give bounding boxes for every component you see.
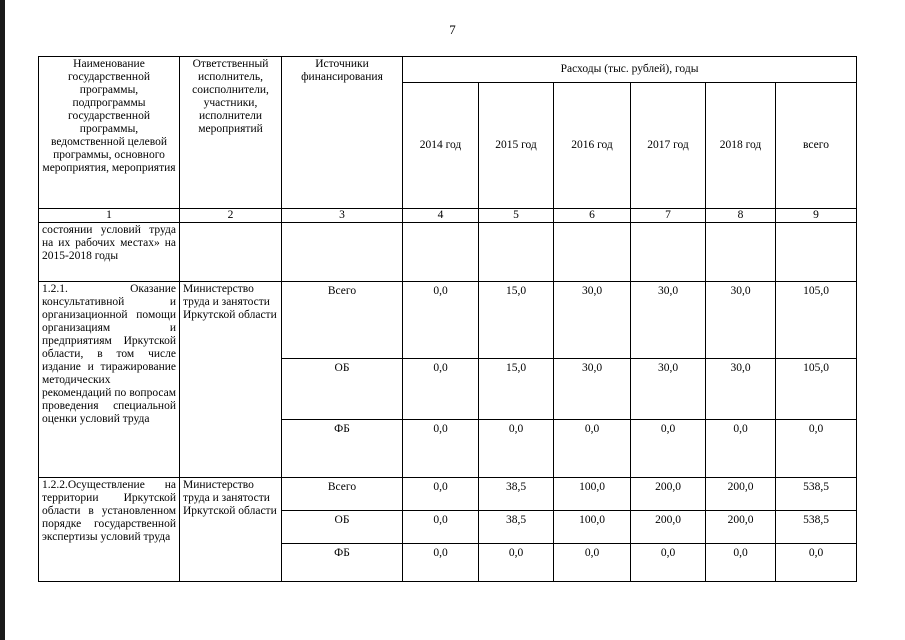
value-cell: 0,0 xyxy=(479,420,554,478)
year-2018: 2018 год xyxy=(706,83,776,209)
value-cell: 0,0 xyxy=(554,544,631,582)
value-cell: 38,5 xyxy=(479,478,554,511)
value-cell: 0,0 xyxy=(403,544,479,582)
value-cell: 15,0 xyxy=(479,282,554,359)
scan-edge xyxy=(0,0,5,640)
value-cell: 0,0 xyxy=(631,420,706,478)
value-cell: 0,0 xyxy=(403,282,479,359)
col-number: 9 xyxy=(776,209,857,223)
value-cell: 30,0 xyxy=(631,282,706,359)
value-cell: 200,0 xyxy=(706,478,776,511)
continuation-name: состоянии условий труда на их рабочих местах» на 2015-2018 годы xyxy=(39,223,180,282)
value-cell: 0,0 xyxy=(403,420,479,478)
source-cell: ФБ xyxy=(282,420,403,478)
year-2016: 2016 год xyxy=(554,83,631,209)
col-number: 8 xyxy=(706,209,776,223)
year-2015: 2015 год xyxy=(479,83,554,209)
value-cell: 100,0 xyxy=(554,511,631,544)
col-number: 4 xyxy=(403,209,479,223)
source-cell: Всего xyxy=(282,282,403,359)
col-number: 7 xyxy=(631,209,706,223)
value-cell: 538,5 xyxy=(776,478,857,511)
measure-name: 1.2.1. Оказание консультативной и организационной помощи организациям и предприятиям Иркутской области, в том числе издание и тиражирование методических рекомендаций по вопросам проведения специальной оценки условий труда xyxy=(39,282,180,478)
value-cell: 0,0 xyxy=(631,544,706,582)
year-2017: 2017 год xyxy=(631,83,706,209)
value-cell: 0,0 xyxy=(403,359,479,420)
value-cell: 0,0 xyxy=(776,544,857,582)
table-row xyxy=(39,223,857,282)
header-row xyxy=(39,57,857,83)
value-cell: 0,0 xyxy=(706,544,776,582)
measure-name: 1.2.2.Осуществление на территории Иркутской области в установленном порядке государственной экспертизы условий труда xyxy=(39,478,180,582)
value-cell: 200,0 xyxy=(631,478,706,511)
header-name: Наименование государственной программы, подпрограммы государственной программы, ведомственной целевой программы, основного мероприятия, мероприятия xyxy=(39,57,180,209)
value-cell: 0,0 xyxy=(403,478,479,511)
col-number: 6 xyxy=(554,209,631,223)
value-cell: 15,0 xyxy=(479,359,554,420)
table-row xyxy=(39,478,857,511)
year-total: всего xyxy=(776,83,857,209)
col-number: 2 xyxy=(180,209,282,223)
source-cell: ФБ xyxy=(282,544,403,582)
value-cell: 30,0 xyxy=(554,282,631,359)
measure-executor: Министерство труда и занятости Иркутской области xyxy=(180,478,282,582)
column-number-row xyxy=(39,209,857,223)
value-cell: 0,0 xyxy=(403,511,479,544)
header-expenses: Расходы (тыс. рублей), годы xyxy=(403,57,857,83)
source-cell: ОБ xyxy=(282,359,403,420)
source-cell: ОБ xyxy=(282,511,403,544)
page-number: 7 xyxy=(449,22,456,37)
value-cell: 200,0 xyxy=(706,511,776,544)
header-sources: Источники финансирования xyxy=(282,57,403,209)
expenses-table xyxy=(38,56,857,582)
col-number: 1 xyxy=(39,209,180,223)
value-cell: 0,0 xyxy=(554,420,631,478)
value-cell: 200,0 xyxy=(631,511,706,544)
header-executor: Ответственный исполнитель, соисполнители, участники, исполнители мероприятий xyxy=(180,57,282,209)
source-cell: Всего xyxy=(282,478,403,511)
value-cell: 38,5 xyxy=(479,511,554,544)
value-cell: 105,0 xyxy=(776,359,857,420)
value-cell: 100,0 xyxy=(554,478,631,511)
col-number: 3 xyxy=(282,209,403,223)
value-cell: 0,0 xyxy=(776,420,857,478)
value-cell: 30,0 xyxy=(631,359,706,420)
value-cell: 0,0 xyxy=(706,420,776,478)
value-cell: 30,0 xyxy=(706,282,776,359)
value-cell: 105,0 xyxy=(776,282,857,359)
value-cell: 30,0 xyxy=(706,359,776,420)
value-cell: 0,0 xyxy=(479,544,554,582)
year-2014: 2014 год xyxy=(403,83,479,209)
measure-executor: Министерство труда и занятости Иркутской области xyxy=(180,282,282,478)
table-row xyxy=(39,282,857,359)
value-cell: 538,5 xyxy=(776,511,857,544)
col-number: 5 xyxy=(479,209,554,223)
value-cell: 30,0 xyxy=(554,359,631,420)
